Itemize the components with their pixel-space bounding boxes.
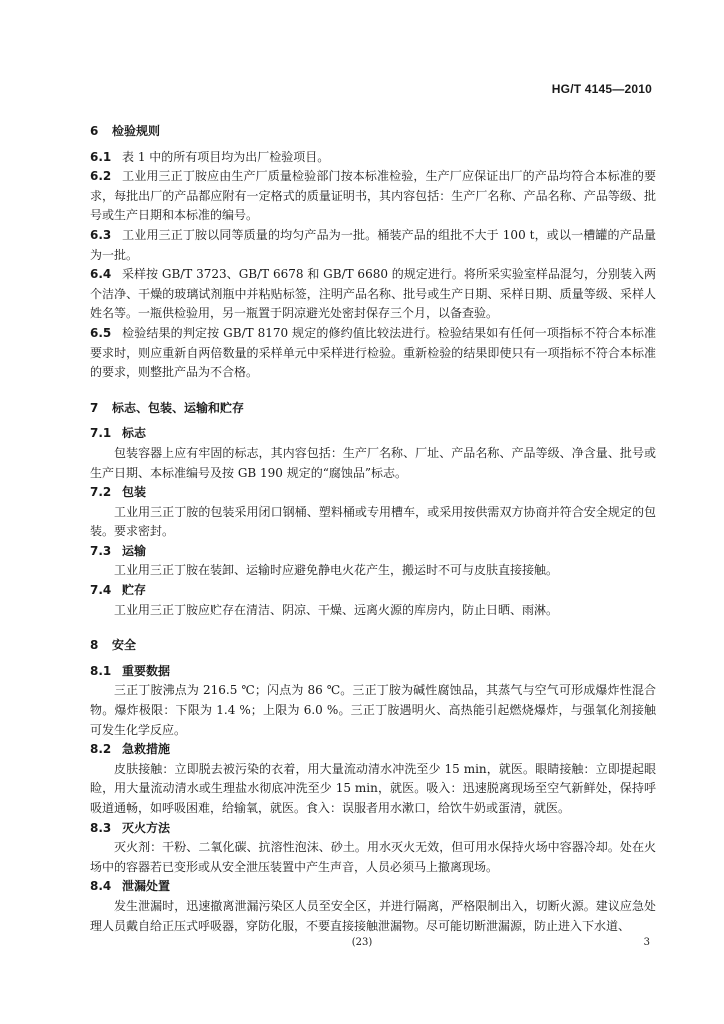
subsection-text-8-2: 皮肤接触：立即脱去被污染的衣着，用大量流动清水冲洗至少 15 min，就医。眼睛接触：立即提起眼睑，用大量流动清水或生理盐水彻底冲洗至少 15 min，就医。吸入：迅速脱离现场至空气新鲜处，保持呼吸道通畅，如呼吸困难，给输氧，就医。食入：误服者用水漱口，给饮牛奶或蛋清，就医。	[90, 761, 656, 815]
subsection-heading-8-1	[90, 662, 656, 682]
folio-number: 3	[643, 937, 650, 948]
clause-6-2	[90, 167, 656, 226]
section-title: 标志、包装、运输和贮存	[112, 400, 245, 415]
subsection-number: 7.3	[90, 543, 112, 558]
page-body	[90, 116, 656, 936]
subsection-number: 7.4	[90, 583, 112, 598]
subsection-text-7-1: 包装容器上应有牢固的标志，其内容包括：生产厂名称、厂址、产品名称、产品等级、净含量、批号或生产日期、本标准编号及按 GB 190 规定的“腐蚀品”标志。	[90, 445, 656, 480]
subsection-title: 贮存	[122, 583, 147, 598]
subsection-text-7-2: 工业用三正丁胺的包装采用闭口钢桶、塑料桶或专用槽车，或采用按供需双方协商并符合安全规定的包装。要求密封。	[90, 504, 656, 539]
subsection-heading-7-2	[90, 483, 656, 503]
spacer	[90, 383, 656, 393]
subsection-number: 8.3	[90, 820, 112, 835]
clause-number: 6.3	[90, 227, 112, 242]
subsection-number: 8.2	[90, 742, 112, 757]
clause-6-4	[90, 265, 656, 324]
spacer	[90, 620, 656, 630]
clause-text: 工业用三正丁胺以同等质量的均匀产品为一批。桶装产品的组批不大于 100 t，或以一槽罐的产品量为一批。	[90, 227, 656, 262]
clause-text: 采样按 GB/T 3723、GB/T 6678 和 GB/T 6680 的规定进行。将所采实验室样品混匀，分别装入两个洁净、干燥的玻璃试剂瓶中并粘贴标签，注明产品名称、批号或生产日期、采样日期、质量等级、采样人姓名等。一瓶供检验用，另一瓶置于阴凉避光处密封保存三个月，以备查验。	[90, 267, 656, 321]
subsection-text-8-4: 发生泄漏时，迅速撤离泄漏污染区人员至安全区，并进行隔离，严格限制出入，切断火源。建议应急处理人员戴自给正压式呼吸器，穿防化服，不要直接接触泄漏物。尽可能切断泄漏源，防止进入下水道、	[90, 898, 656, 933]
subsection-heading-7-1	[90, 424, 656, 444]
subsection-number: 7.1	[90, 426, 112, 441]
clause-number: 6.4	[90, 267, 112, 282]
subsection-text-8-1: 三正丁胺沸点为 216.5 ℃；闪点为 86 ℃。三正丁胺为碱性腐蚀品，其蒸气与空气可形成爆炸性混合物。爆炸极限：下限为 1.4 %；上限为 6.0 %。三正丁胺遇明火、高热能引起燃烧爆炸，与强氧化剂接触可发生化学反应。	[90, 683, 656, 737]
subsection-number: 8.4	[90, 879, 112, 894]
clause-number: 6.5	[90, 325, 112, 340]
subsection-title: 重要数据	[122, 663, 171, 678]
subsection-text-7-3: 工业用三正丁胺在装卸、运输时应避免静电火花产生，搬运时不可与皮肤直接接触。	[114, 563, 559, 578]
clause-text: 检验结果的判定按 GB/T 8170 规定的修约值比较法进行。检验结果如有任何一项指标不符合本标准要求时，则应重新自两倍数量的采样单元中采样进行检验。重新检验的结果即使只有一项指标不符合本标准的要求，则整批产品为不合格。	[90, 325, 656, 380]
subsection-text-8-3: 灭火剂：干粉、二氧化碳、抗溶性泡沫、砂土。用水灭火无效，但可用水保持火场中容器冷却。处在火场中的容器若已变形或从安全泄压装置中产生声音，人员必须马上撤离现场。	[90, 840, 656, 874]
subsection-heading-7-4	[90, 581, 656, 601]
section-number: 8	[90, 638, 99, 653]
clause-number: 6.2	[90, 169, 112, 184]
section-number: 6	[90, 124, 99, 138]
subsection-heading-8-4	[90, 877, 656, 897]
subsection-title: 包装	[122, 485, 147, 500]
subsection-heading-8-2	[90, 740, 656, 760]
section-heading-6	[90, 122, 656, 142]
section-number: 7	[90, 400, 99, 415]
subsection-title: 灭火方法	[122, 820, 171, 835]
clause-6-3	[90, 226, 656, 265]
subsection-title: 标志	[122, 426, 147, 441]
clause-text: 表 1 中的所有项目均为出厂检验项目。	[122, 149, 330, 164]
page-marker: (23)	[351, 937, 373, 948]
subsection-heading-8-3	[90, 819, 656, 839]
subsection-title: 泄漏处置	[122, 879, 171, 894]
section-heading-7	[90, 399, 656, 419]
subsection-text-7-4: 工业用三正丁胺应贮存在清洁、阴凉、干燥、远离火源的库房内，防止日晒、雨淋。	[114, 602, 559, 617]
subsection-title: 急救措施	[122, 742, 171, 757]
subsection-number: 8.1	[90, 663, 112, 678]
clause-number: 6.1	[90, 149, 112, 164]
section-title: 安全	[112, 638, 137, 653]
section-heading-8	[90, 636, 656, 656]
subsection-number: 7.2	[90, 485, 112, 500]
section-title: 检验规则	[112, 124, 161, 138]
subsection-title: 运输	[122, 543, 147, 558]
clause-text: 工业用三正丁胺应由生产厂质量检验部门按本标准检验，生产厂应保证出厂的产品均符合本标准的要求，每批出厂的产品都应附有一定格式的质量证明书，其内容包括：生产厂名称、产品名称、产品等级、批号或生产日期和本标准的编号。	[90, 169, 656, 223]
subsection-heading-7-3	[90, 542, 656, 562]
clause-6-5	[90, 324, 656, 383]
clause-6-1	[90, 148, 656, 168]
standard-code: HG/T 4145—2010	[551, 82, 652, 96]
